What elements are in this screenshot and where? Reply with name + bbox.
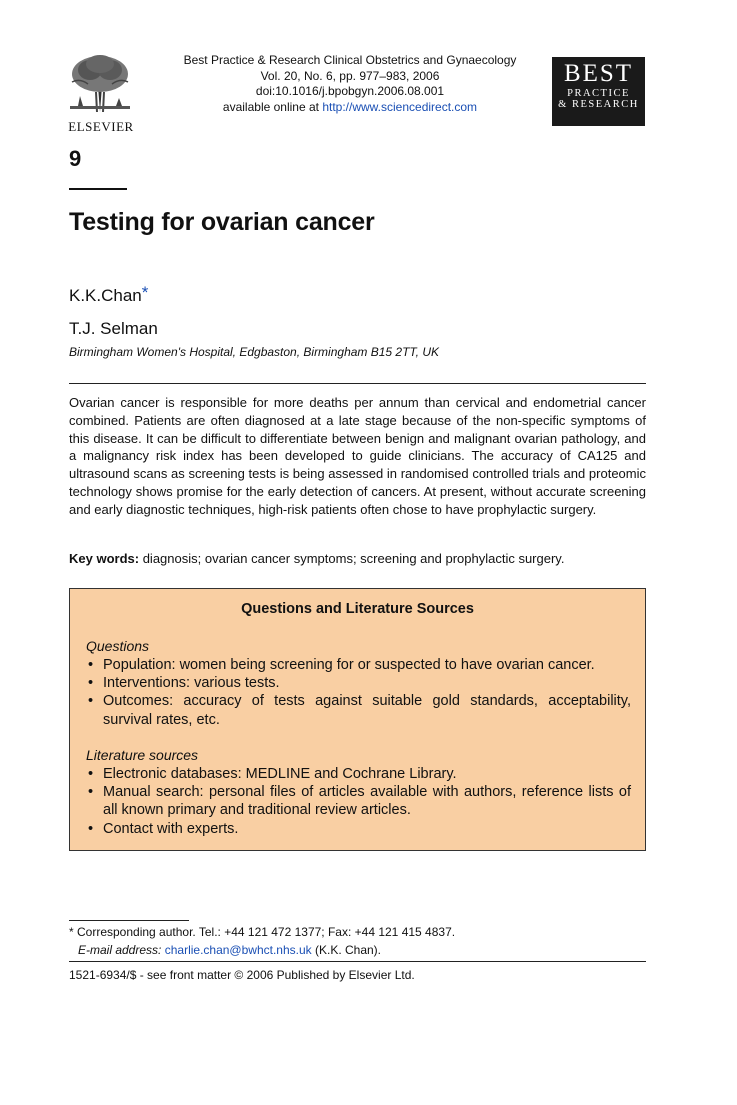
journal-name: Best Practice & Research Clinical Obstetrics and Gynaecology (183, 53, 517, 67)
article-title: Testing for ovarian cancer (69, 208, 375, 236)
list-item (86, 674, 631, 692)
volume-info: Vol. 20, No. 6, pp. 977–983, 2006 (260, 68, 440, 83)
corresponding-author-mark[interactable]: * (141, 283, 149, 302)
sources-list (86, 765, 631, 838)
keywords-label: Key words: (69, 551, 140, 566)
bpr-logo-line3: & RESEARCH (558, 99, 639, 110)
bullet: • (88, 675, 94, 692)
abstract: Ovarian cancer is responsible for more deaths per annum than cervical and endometrial cancer combined. Patients are often diagnosed at a late stage because of the non-specific symptoms of this disease. It can be difficult to differentiate between benign and malignant ovarian pathology, and a malignancy risk index has been developed to guide clinicians. The accuracy of CA125 and ultrasound scans as screening tests is being assessed in randomised controlled trials and proteomic technology shows promise for the early detection of cancers. At present, without accurate screening and early diagnostic techniques, high-risk patients often chose to have prophylactic surgery. (69, 395, 646, 517)
author-1 (69, 283, 148, 306)
bpr-logo-line2: PRACTICE (567, 88, 630, 99)
bpr-logo-line1: BEST (563, 60, 634, 87)
source-manual: Manual search: personal files of articles available with authors, reference lists of all known primary and traditional review articles. (103, 784, 631, 819)
source-experts: Contact with experts. (103, 820, 239, 837)
footnote-rule (69, 920, 189, 921)
elsevier-tree-icon (68, 52, 132, 114)
email-note (78, 942, 381, 958)
best-practice-research-logo (552, 57, 645, 126)
question-interventions: Interventions: various tests. (103, 675, 280, 692)
questions-literature-box (69, 588, 646, 851)
email-label: E-mail address: (78, 943, 162, 957)
bullet: • (88, 784, 94, 801)
list-item (86, 692, 631, 728)
elsevier-logo (66, 52, 136, 132)
questions-list (86, 656, 631, 729)
bullet: • (88, 693, 94, 710)
keywords-text: diagnosis; ovarian cancer symptoms; screening and prophylactic surgery. (142, 551, 565, 566)
email-suffix: (K.K. Chan). (311, 943, 382, 957)
availability (150, 100, 550, 116)
doi: doi:10.1016/j.bpobgyn.2006.08.001 (255, 84, 445, 98)
chapter-rule (69, 188, 127, 190)
abstract-top-rule (69, 383, 646, 384)
source-electronic: Electronic databases: MEDLINE and Cochrane Library. (103, 766, 457, 782)
list-item (86, 820, 631, 838)
list-item (86, 656, 631, 674)
author-2-name: T.J. Selman (69, 319, 158, 338)
email-link[interactable]: charlie.chan@bwhct.nhs.uk (164, 943, 312, 957)
footer-rule (69, 961, 646, 962)
list-item (86, 783, 631, 819)
sciencedirect-link[interactable]: http://www.sciencedirect.com (322, 99, 478, 114)
keywords (69, 551, 646, 566)
chapter-number: 9 (69, 146, 82, 171)
copyright: 1521-6934/$ - see front matter © 2006 Published by Elsevier Ltd. (69, 968, 415, 982)
bullet: • (88, 657, 94, 673)
affiliation: Birmingham Women's Hospital, Edgbaston, Birmingham B15 2TT, UK (69, 345, 440, 359)
question-population: Population: women being screening for or suspected to have ovarian cancer. (103, 657, 595, 673)
author-1-name: K.K.Chan (69, 286, 142, 305)
corresponding-author-note: * Corresponding author. Tel.: +44 121 472 1377; Fax: +44 121 415 4837. (69, 925, 456, 939)
journal-info (150, 53, 550, 115)
elsevier-wordmark: ELSEVIER (68, 119, 134, 134)
author-2 (69, 319, 158, 339)
availability-prefix: available online at (222, 99, 323, 114)
question-outcomes: Outcomes: accuracy of tests against suitable gold standards, acceptability, survival rates, etc. (103, 693, 631, 728)
list-item (86, 765, 631, 783)
sources-heading: Literature sources (86, 747, 199, 763)
bullet: • (88, 820, 94, 837)
bullet: • (88, 766, 94, 782)
questions-heading: Questions (86, 638, 150, 654)
box-title: Questions and Literature Sources (241, 601, 474, 617)
